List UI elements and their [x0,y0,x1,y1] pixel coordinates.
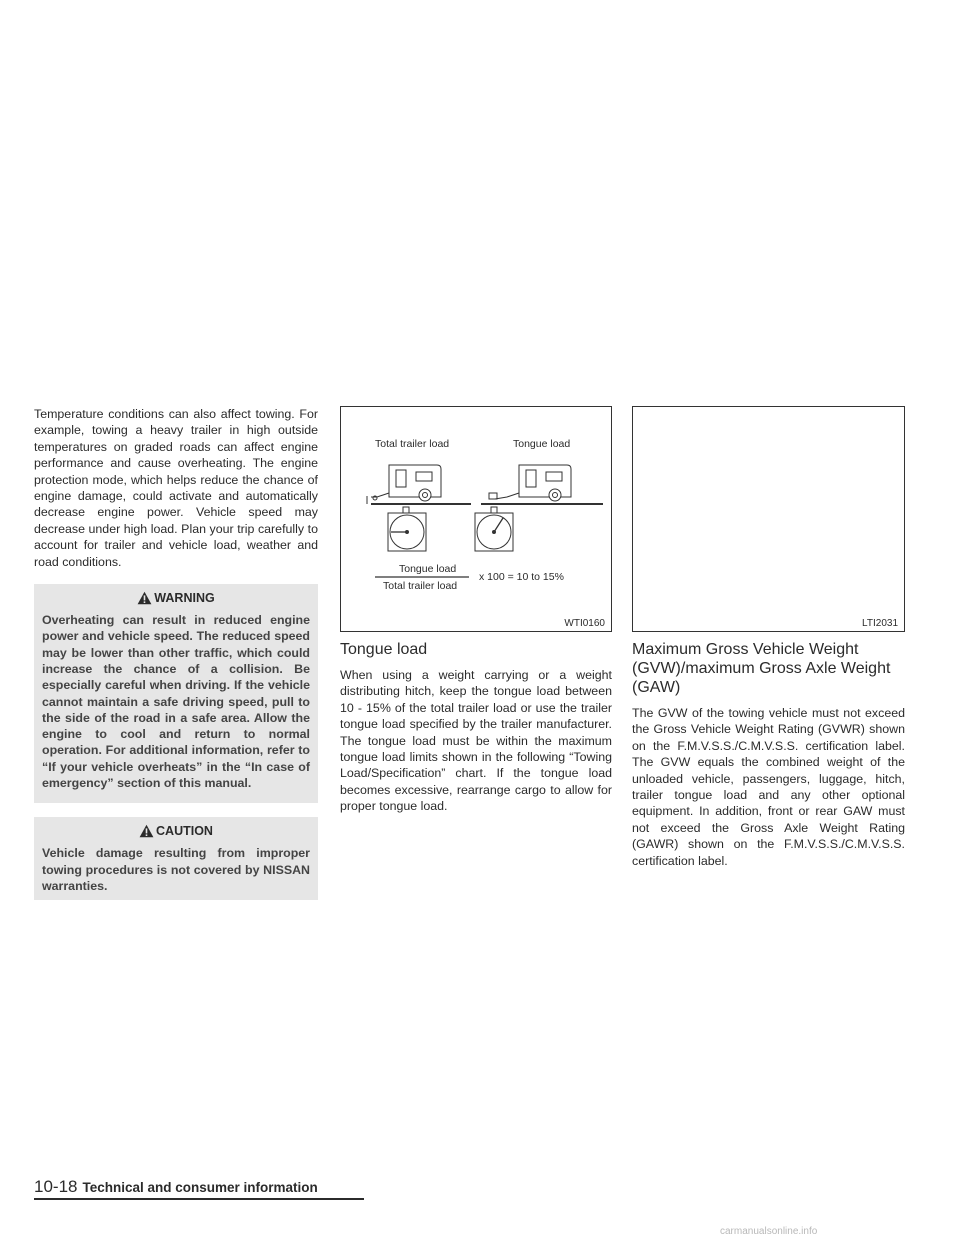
warning-triangle-icon [137,591,152,605]
intro-paragraph: Temperature conditions can also affect towing. For example, towing a heavy trailer in high outside temperatures on graded roads can affect engine performance and cause overheating. The engine protection mode, which helps reduce the chance of engine damage, could activate and automatically decrease engine power. Vehicle speed may decrease under high load. Plan your trip carefully to account for trailer and vehicle load, weather and road conditions. [34,407,318,569]
caution-header [42,821,310,845]
gvw-text: The GVW of the towing vehicle must not exceed the Gross Vehicle Weight Rating (GVWR) shown on the F.M.V.S.S./C.M.V.S.S. certification label. The GVW equals the combined weight of the unloaded vehicle, passengers, luggage, hitch, trailer tongue load and any other optional equipment. In addition, front or rear GAW must not exceed the Gross Axle Weight Rating (GAWR) shown on the F.M.V.S.S./C.M.V.S.S. certification label. [632,706,905,868]
tongue-load-title: Tongue load [340,641,428,658]
scale-right-drawing [475,513,513,551]
footer-divider [34,1198,364,1200]
warning-header [42,588,310,612]
tongue-load-diagram [341,407,611,631]
warning-text: Overheating can result in reduced engine power and vehicle speed. The reduced speed may be lower than other traffic, which could increase the chance of a collision. Be especially careful when driving. If the vehicle cannot maintain a safe driving speed, pull to the side of the road in a safe area. Allow the engine to cool and return to normal operation. For additional information, refer to “If your vehicle overheats” in the “In case of emergency” section of this manual. [42,613,310,791]
page-footer [34,1177,318,1197]
caution-title: CAUTION [156,824,213,839]
label-total-trailer-load: Total trailer load [375,438,450,450]
tongue-load-figure [340,406,612,632]
label-figure [632,406,905,632]
chapter-title: Technical and consumer information [82,1180,318,1195]
warning-box [34,584,318,803]
fraction-numerator: Tongue load [399,563,457,575]
caution-triangle-icon [139,824,154,838]
figure-code: LTI2031 [862,618,898,629]
caution-text: Vehicle damage resulting from improper towing procedures is not covered by NISSAN warranties. [42,846,310,893]
gvw-title: Maximum Gross Vehicle Weight (GVW)/maximum Gross Axle Weight (GAW) [632,641,891,696]
trailer-left-drawing [367,465,471,513]
page-number: 10-18 [34,1177,78,1196]
scale-left-drawing [388,513,426,551]
caution-box [34,817,318,900]
watermark: carmanualsonline.info [720,1226,818,1237]
fraction-denominator: Total trailer load [383,580,458,592]
column-right [632,406,905,869]
formula-text: x 100 = 10 to 15% [479,571,564,583]
figure-code: WTI0160 [564,618,605,629]
label-tongue-load: Tongue load [513,438,571,450]
warning-title: WARNING [154,591,215,606]
column-left [34,406,318,900]
trailer-right-drawing [481,465,603,513]
column-middle [340,406,612,815]
tongue-load-text: When using a weight carrying or a weight distributing hitch, keep the tongue load between 10 - 15% of the total trailer load or use the trailer tongue load specified by the trailer manufacturer. The tongue load must be within the maximum tongue load limits shown in the following “Towing Load/Specification” chart. If the tongue load becomes excessive, rearrange cargo to allow for proper tongue load. [340,668,612,814]
